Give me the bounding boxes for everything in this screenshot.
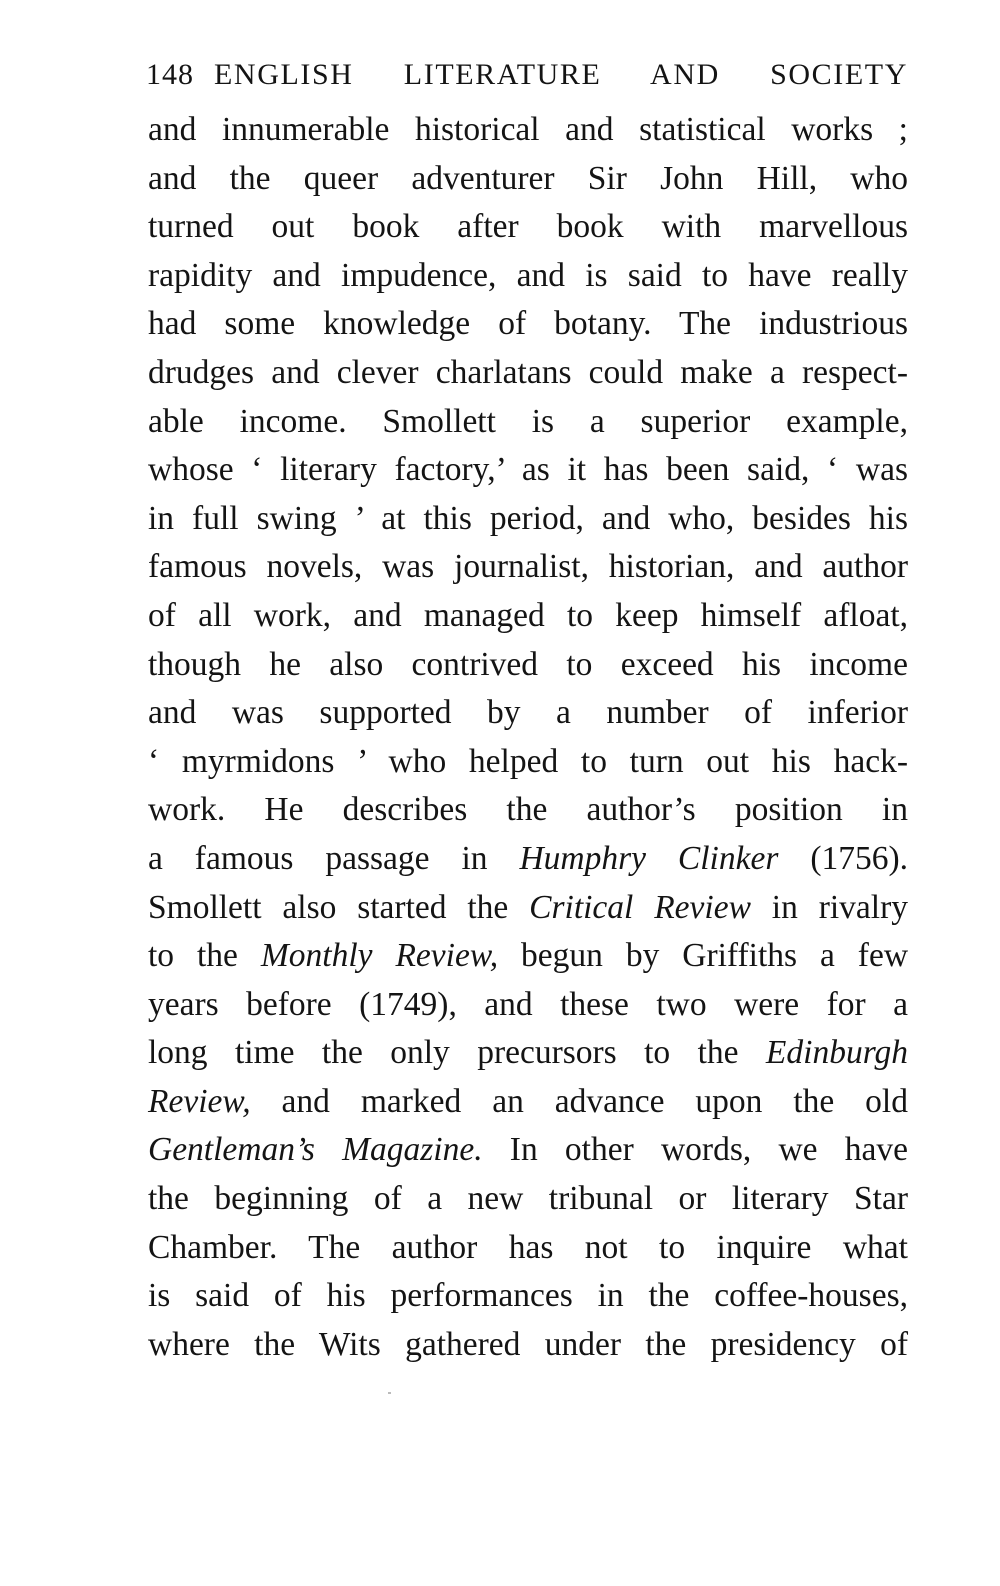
text-segment: ‘ myrmidons ’ who helped to turn out his hack- xyxy=(148,742,908,780)
text-line xyxy=(148,641,908,690)
italic-title: Review, xyxy=(148,1082,251,1120)
text-line xyxy=(148,592,908,641)
text-segment: where the Wits gathered under the presidency of xyxy=(148,1325,908,1363)
text-line xyxy=(148,1029,908,1078)
text-line xyxy=(148,835,908,884)
text-segment: Smollett also started the xyxy=(148,888,530,926)
text-segment: years before (1749), and these two were for a xyxy=(148,985,908,1023)
page-number: 148 xyxy=(146,58,194,91)
text-line xyxy=(148,349,908,398)
text-segment: (1756). xyxy=(778,839,909,877)
italic-title: Edinburgh xyxy=(765,1034,908,1072)
running-head xyxy=(146,58,908,106)
book-page xyxy=(148,58,908,1369)
text-line xyxy=(148,1078,908,1127)
text-segment: rapidity and impudence, and is said to have really xyxy=(148,256,908,294)
text-segment: and innumerable historical and statistical works ; xyxy=(148,111,908,148)
text-segment: had some knowledge of botany. The industrious xyxy=(148,305,908,343)
italic-title: Monthly Review, xyxy=(260,937,499,975)
text-line xyxy=(148,1126,908,1175)
text-segment: in rivalry xyxy=(750,888,908,926)
text-line xyxy=(148,738,908,787)
text-line xyxy=(148,1175,908,1224)
text-line xyxy=(148,932,908,981)
text-line xyxy=(148,495,908,544)
text-segment: In other words, we have xyxy=(482,1131,908,1169)
text-segment: begun by Griffiths a few xyxy=(498,937,909,975)
text-line xyxy=(148,106,908,155)
text-segment: in full swing ’ at this period, and who, besides his xyxy=(148,499,908,537)
text-segment: famous novels, was journalist, historian, and author xyxy=(148,548,908,586)
italic-title: Gentleman’s Magazine. xyxy=(148,1131,483,1169)
text-line xyxy=(148,300,908,349)
text-segment: drudges and clever charlatans could make a respect- xyxy=(148,353,908,391)
text-line xyxy=(148,1272,908,1321)
text-segment: the beginning of a new tribunal or literary Star xyxy=(148,1180,908,1218)
text-line xyxy=(148,689,908,738)
text-line xyxy=(148,446,908,495)
text-segment: turned out book after book with marvellous xyxy=(148,208,908,246)
text-line xyxy=(148,981,908,1030)
text-segment: and marked an advance upon the old xyxy=(250,1082,908,1120)
text-line xyxy=(148,252,908,301)
running-head-title: ENGLISH LITERATURE AND SOCIETY xyxy=(214,58,908,91)
text-segment: able income. Smollett is a superior example, xyxy=(148,402,908,440)
text-segment: whose ‘ literary factory,’ as it has been said, ‘ was xyxy=(148,451,908,489)
text-line xyxy=(148,203,908,252)
body-text xyxy=(148,106,908,1369)
text-line xyxy=(148,884,908,933)
text-segment: Chamber. The author has not to inquire what xyxy=(148,1228,908,1266)
italic-title: Humphry Clinker xyxy=(519,839,779,877)
text-line xyxy=(148,398,908,447)
text-segment: long time the only precursors to the xyxy=(148,1034,766,1072)
text-segment: work. He describes the author’s position in xyxy=(148,791,908,829)
printer-mark xyxy=(388,1392,391,1394)
text-segment: is said of his performances in the coffee-houses, xyxy=(148,1277,908,1315)
text-segment: of all work, and managed to keep himself afloat, xyxy=(148,596,908,634)
italic-title: Critical Review xyxy=(529,888,751,926)
text-segment: and was supported by a number of inferior xyxy=(148,694,908,732)
text-line xyxy=(148,1321,908,1370)
text-segment: to the xyxy=(148,937,261,975)
text-segment: and the queer adventurer Sir John Hill, who xyxy=(148,159,908,197)
text-line xyxy=(148,543,908,592)
text-line xyxy=(148,155,908,204)
text-line xyxy=(148,1224,908,1273)
text-line xyxy=(148,786,908,835)
text-segment: a famous passage in xyxy=(148,839,520,877)
text-segment: though he also contrived to exceed his income xyxy=(148,645,908,683)
